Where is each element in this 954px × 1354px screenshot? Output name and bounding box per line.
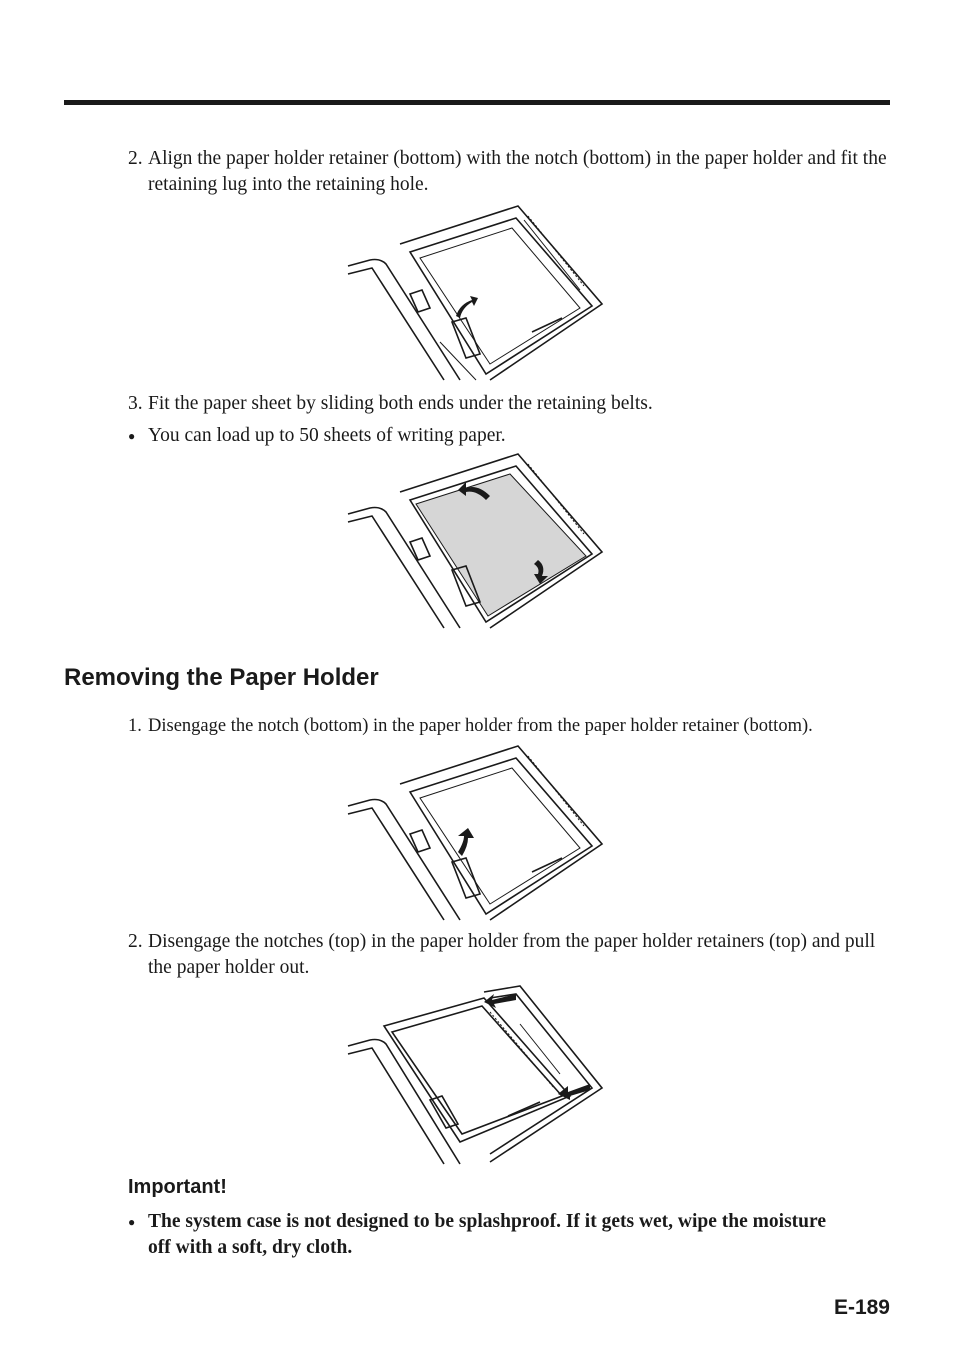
illustration-pull-out — [340, 984, 610, 1166]
bullet-dot: ● — [128, 1215, 136, 1229]
header-rule — [64, 100, 890, 105]
step-text: Align the paper holder retainer (bottom) with the notch (bottom) in the paper holder and fit the retaining lug into the retaining hole. — [148, 148, 887, 195]
bullet-dot: ● — [128, 429, 136, 443]
important-heading: Important! — [128, 1176, 227, 1198]
bullet-sheet-capacity — [128, 423, 888, 449]
illustration-fit-paper — [340, 452, 610, 632]
important-note — [128, 1209, 828, 1261]
step-number: 2. — [128, 931, 143, 952]
step-disengage-bottom — [128, 713, 888, 739]
step-disengage-top — [128, 929, 888, 981]
section-heading: Removing the Paper Holder — [64, 664, 379, 691]
step-text: Disengage the notches (top) in the paper holder from the paper holder retainers (top) and pull the paper holder out. — [148, 931, 876, 978]
illustration-align-retainer — [340, 204, 610, 384]
step-number: 1. — [128, 716, 142, 736]
step-align-retainer — [128, 146, 888, 198]
important-text: The system case is not designed to be splashproof. If it gets wet, wipe the moisture off with a soft, dry cloth. — [148, 1211, 826, 1258]
step-number: 3. — [128, 393, 143, 414]
page-number: E-189 — [833, 1296, 890, 1319]
step-fit-paper — [128, 391, 888, 417]
illustration-disengage-bottom — [340, 744, 610, 924]
step-text: Fit the paper sheet by sliding both ends under the retaining belts. — [148, 393, 653, 414]
bullet-text: You can load up to 50 sheets of writing paper. — [148, 425, 506, 446]
step-text: Disengage the notch (bottom) in the paper holder from the paper holder retainer (bottom). — [148, 716, 813, 736]
step-number: 2. — [128, 148, 143, 169]
